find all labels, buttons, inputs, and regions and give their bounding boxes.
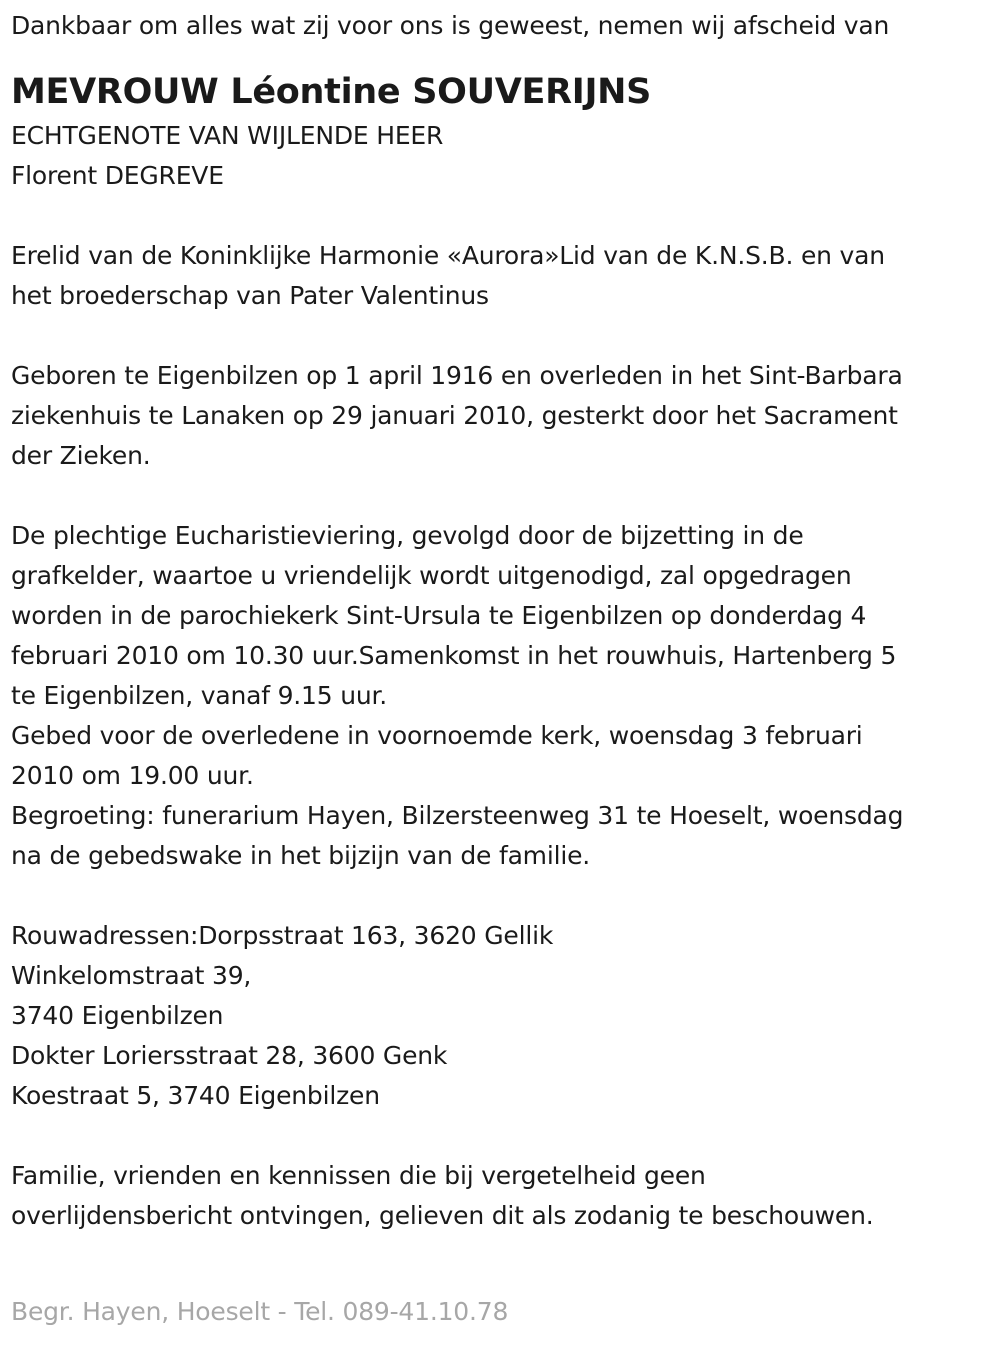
address-line: Koestraat 5, 3740 Eigenbilzen (11, 1081, 380, 1110)
spouse-block (11, 116, 1000, 196)
deceased-name: MEVROUW Léontine SOUVERIJNS (11, 72, 652, 112)
address-line: Winkelomstraat 39, (11, 961, 252, 990)
spacer (11, 476, 1000, 516)
spacer (11, 876, 1000, 916)
spacer (11, 196, 1000, 236)
ceremony-line: De plechtige Eucharistieviering, gevolgd door de bijzetting in de (11, 521, 804, 550)
membership-line: Erelid van de Koninklijke Harmonie «Aurora»Lid van de K.N.S.B. en van (11, 241, 885, 270)
closing-block (11, 1156, 1000, 1236)
ceremony-line: worden in de parochiekerk Sint-Ursula te Eigenbilzen op donderdag 4 (11, 601, 867, 630)
ceremony-line: na de gebedswake in het bijzijn van de familie. (11, 841, 591, 870)
spouse-line: Florent DEGREVE (11, 161, 224, 190)
ceremony-line: Gebed voor de overledene in voornoemde kerk, woensdag 3 februari (11, 721, 863, 750)
address-line: 3740 Eigenbilzen (11, 1001, 224, 1030)
closing-line: overlijdensbericht ontvingen, gelieven dit als zodanig te beschouwen. (11, 1201, 874, 1230)
address-line: Dokter Loriersstraat 28, 3600 Genk (11, 1041, 448, 1070)
ceremony-line: februari 2010 om 10.30 uur.Samenkomst in het rouwhuis, Hartenberg 5 (11, 641, 897, 670)
ceremony-block (11, 516, 1000, 876)
intro-text: Dankbaar om alles wat zij voor ons is geweest, nemen wij afscheid van (11, 11, 890, 40)
spouse-line: ECHTGENOTE VAN WIJLENDE HEER (11, 121, 444, 150)
funeral-home-footer: Begr. Hayen, Hoeselt - Tel. 089-41.10.78 (11, 1297, 509, 1326)
spacer (11, 1116, 1000, 1156)
closing-line: Familie, vrienden en kennissen die bij vergetelheid geen (11, 1161, 706, 1190)
ceremony-line: grafkelder, waartoe u vriendelijk wordt uitgenodigd, zal opgedragen (11, 561, 852, 590)
birth-death-line: ziekenhuis te Lanaken op 29 januari 2010, gesterkt door het Sacrament (11, 401, 898, 430)
ceremony-line: 2010 om 19.00 uur. (11, 761, 254, 790)
spacer (11, 316, 1000, 356)
membership-block (11, 236, 1000, 316)
membership-line: het broederschap van Pater Valentinus (11, 281, 489, 310)
addresses-block (11, 916, 1000, 1116)
birth-death-block (11, 356, 1000, 476)
birth-death-line: Geboren te Eigenbilzen op 1 april 1916 en overleden in het Sint-Barbara (11, 361, 903, 390)
ceremony-line: te Eigenbilzen, vanaf 9.15 uur. (11, 681, 388, 710)
address-line: Rouwadressen:Dorpsstraat 163, 3620 Gellik (11, 921, 554, 950)
ceremony-line: Begroeting: funerarium Hayen, Bilzersteenweg 31 te Hoeselt, woensdag (11, 801, 904, 830)
birth-death-line: der Zieken. (11, 441, 151, 470)
